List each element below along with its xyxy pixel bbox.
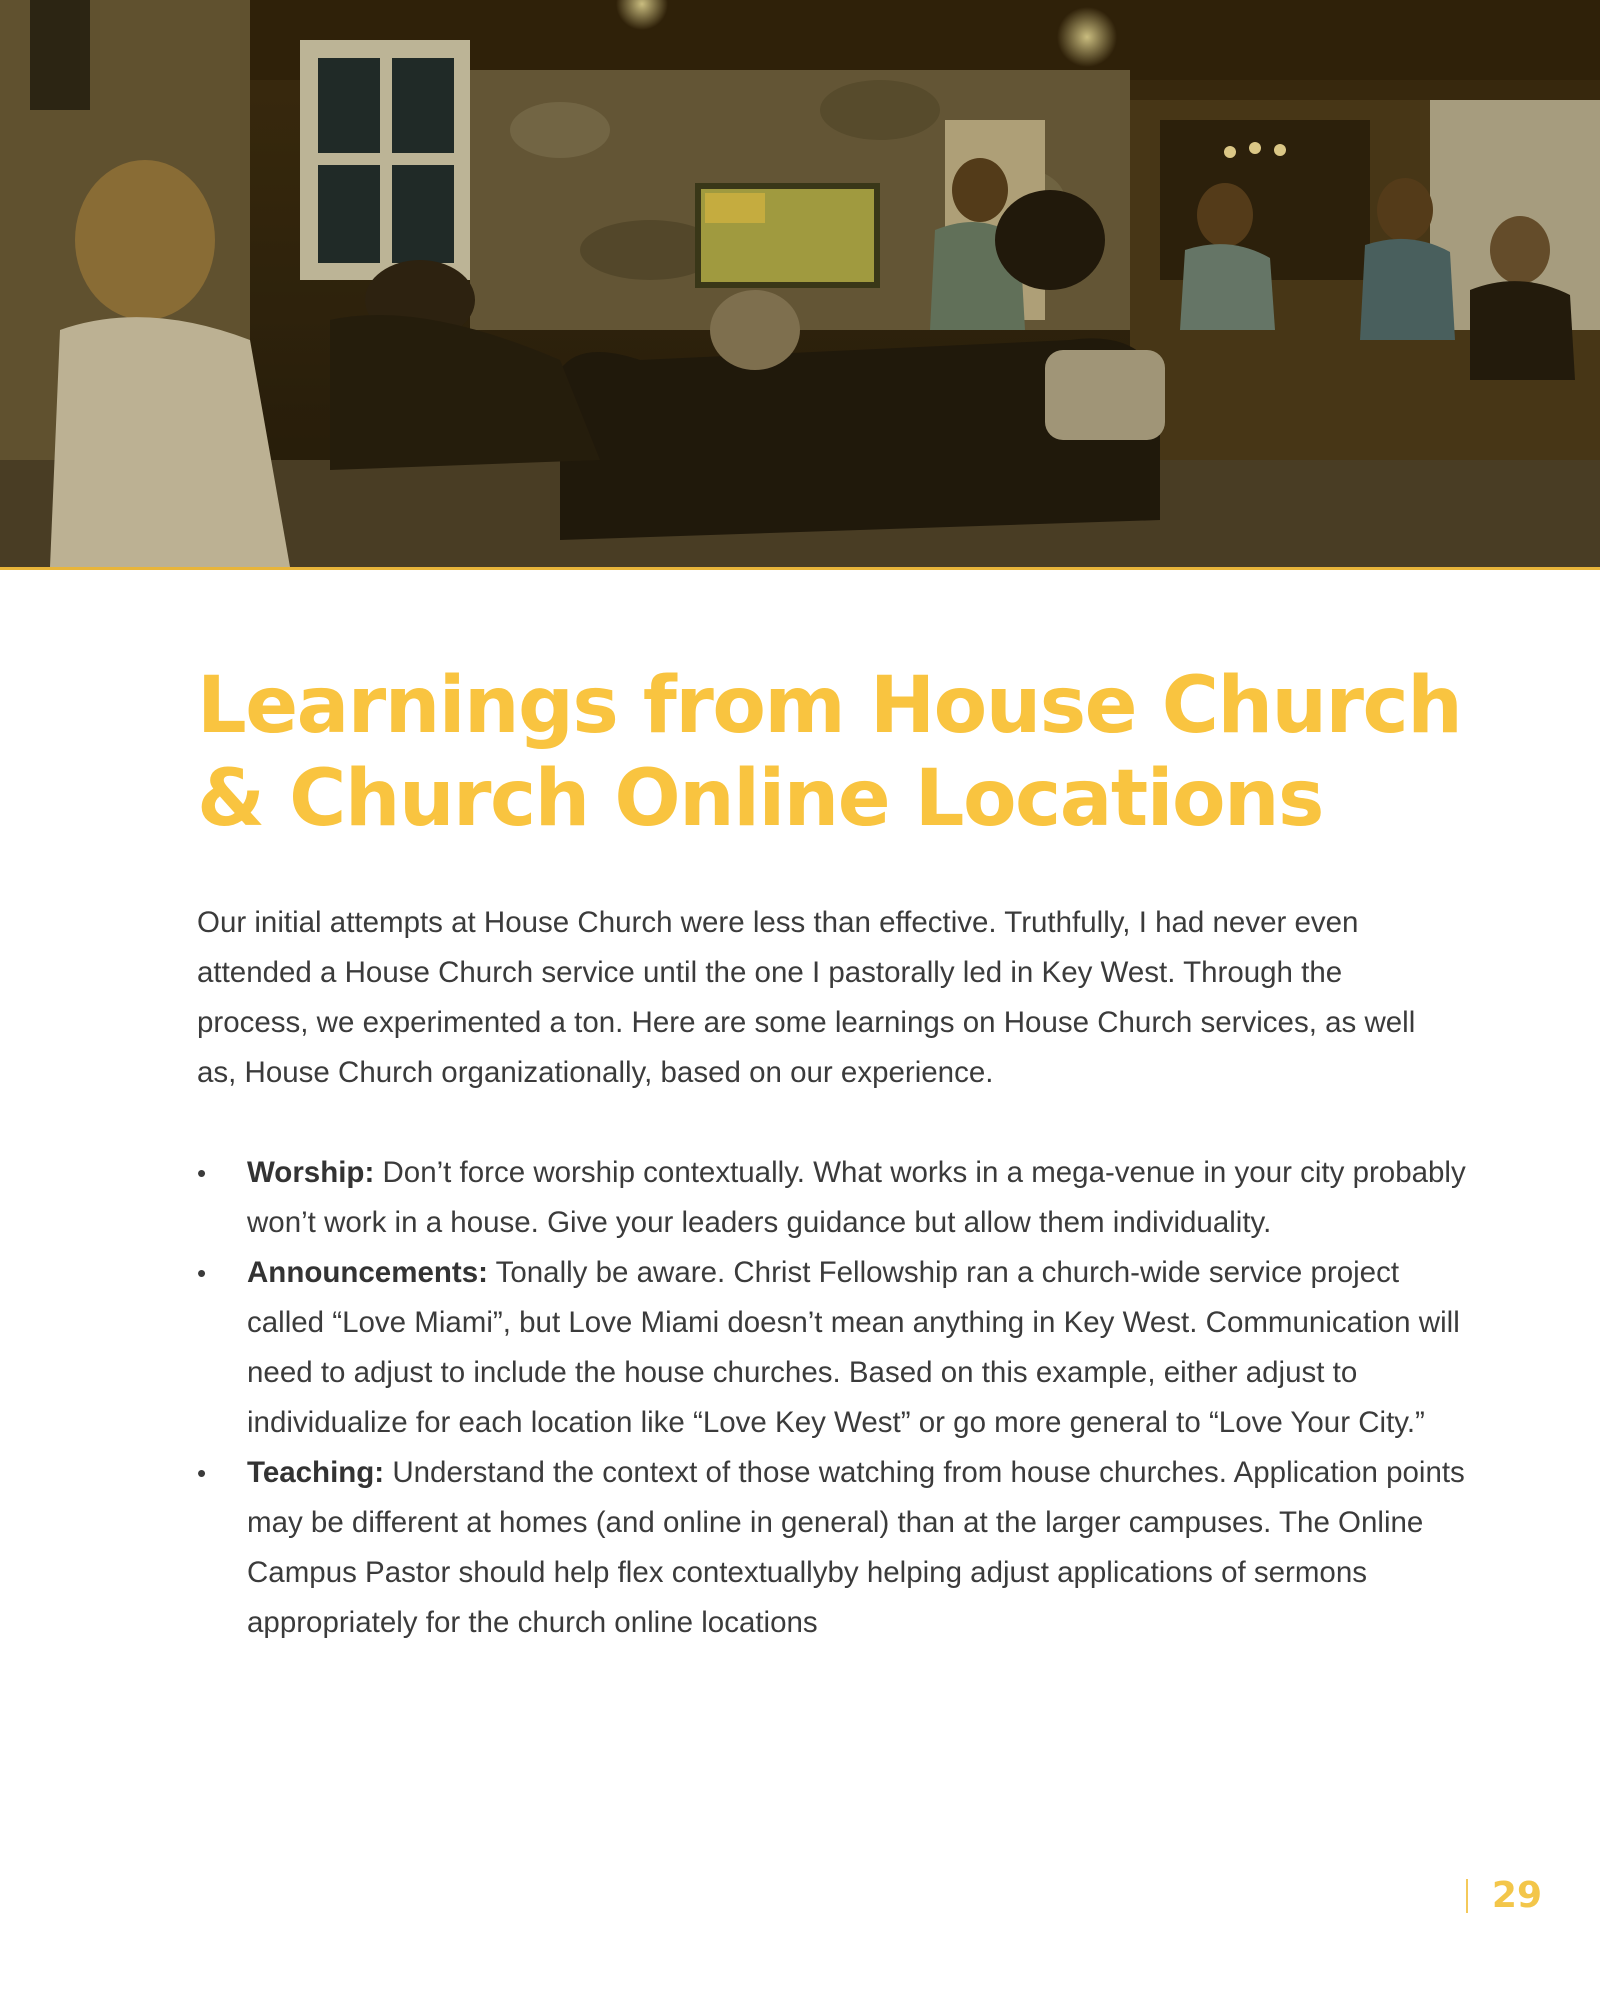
bullet-text: Understand the context of those watching from house churches. Application points may be different at homes (and online in general) than at the larger campuses. The Online Campus Pastor should help flex contextuallyby helping adjust applications of sermons appropriately for the church online locations xyxy=(247,1456,1465,1639)
main-content xyxy=(197,660,1467,1648)
learnings-list xyxy=(197,1148,1467,1648)
bullet-term: Announcements: xyxy=(247,1256,488,1289)
page-number-block xyxy=(1466,1875,1542,1916)
intro-paragraph: Our initial attempts at House Church were less than effective. Truthfully, I had never even attended a House Church service until the one I pastorally led in Key West. Through the process, we experimented a ton. Here are some learnings on House Church services, as well as, House Church organizationally, based on our experience. xyxy=(197,906,1416,1089)
bullet-icon: • xyxy=(197,1258,207,1288)
bullet-text: Don’t force worship contextually. What works in a mega-venue in your city probably won’t work in a house. Give your leaders guidance but allow them individuality. xyxy=(247,1156,1466,1239)
list-item-teaching xyxy=(197,1448,1467,1648)
list-item-worship xyxy=(197,1148,1467,1248)
bullet-icon: • xyxy=(197,1158,207,1188)
page-title: Learnings from House Church & Church Online Locations xyxy=(197,661,1462,844)
bullet-term: Worship: xyxy=(247,1156,375,1189)
bullet-text: Tonally be aware. Christ Fellowship ran a church-wide service project called “Love Miami”, but Love Miami doesn’t mean anything in Key West. Communication will need to adjust to include the house churches. Based on this example, either adjust to individualize for each location like “Love Key West” or go more general to “Love Your City.” xyxy=(247,1256,1460,1439)
house-church-gathering-photo xyxy=(0,0,1600,567)
list-item-announcements xyxy=(197,1248,1467,1448)
bullet-term: Teaching: xyxy=(247,1456,385,1489)
header-photo xyxy=(0,0,1600,567)
page-number-divider xyxy=(1466,1879,1468,1913)
page-number: 29 xyxy=(1491,1875,1542,1916)
photo-bottom-rule xyxy=(0,567,1600,570)
bullet-icon: • xyxy=(197,1458,207,1488)
